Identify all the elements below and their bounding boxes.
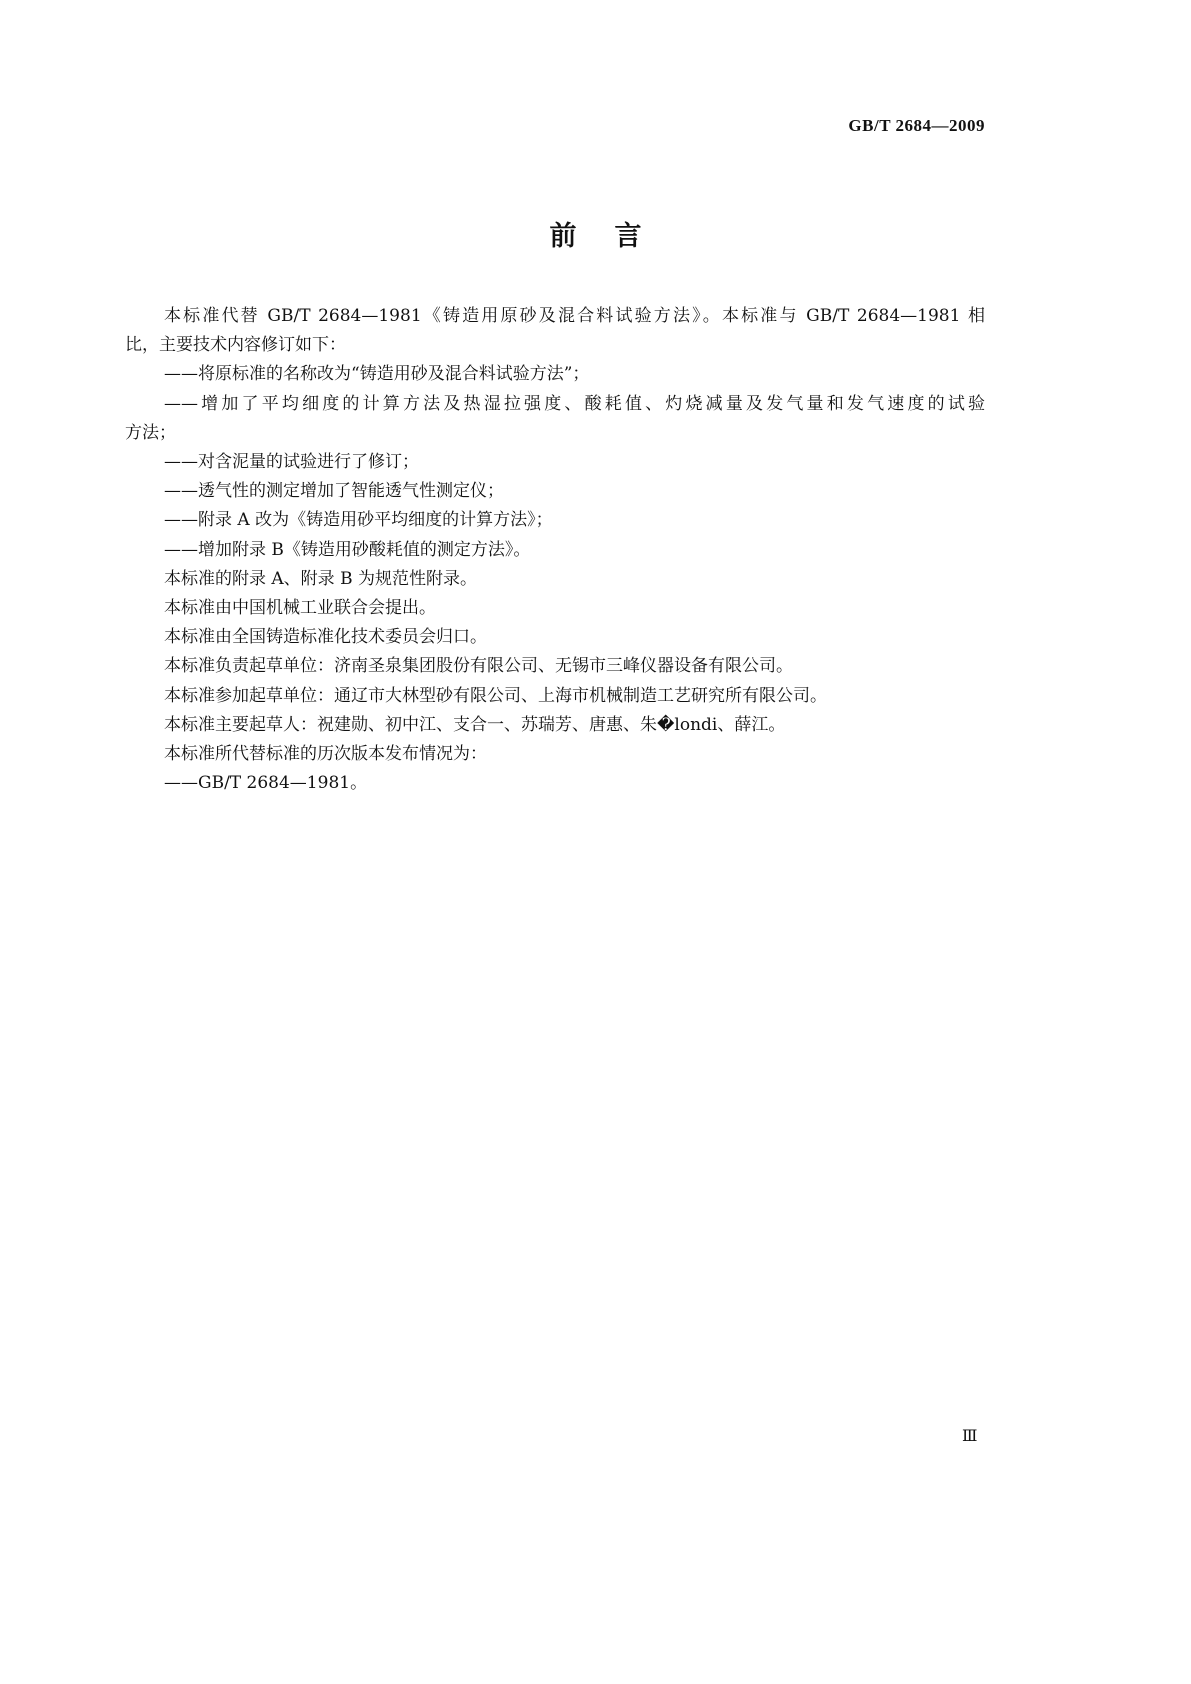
paragraph-line: 本标准主要起草人：祝建勋、初中江、支合一、苏瑞芳、唐惠、朱�londi、薛江。 [164,714,786,735]
paragraph [125,565,985,594]
paragraph-line: 本标准代替 GB/T 2684—1981《铸造用原砂及混合料试验方法》。本标准与 GB/T 2684—1981 相 [164,306,985,326]
paragraph [125,448,985,477]
paragraph-line: 比，主要技术内容修订如下： [125,335,346,356]
paragraph-line: 本标准所代替标准的历次版本发布情况为： [164,744,487,765]
paragraph [125,506,985,535]
paragraph [125,711,985,740]
page-number: Ⅲ [962,1428,978,1445]
paragraph [125,682,985,711]
paragraph-line: ——将原标准的名称改为“铸造用砂及混合料试验方法”； [164,364,590,385]
paragraph-line: 本标准参加起草单位：通辽市大林型砂有限公司、上海市机械制造工艺研究所有限公司。 [164,685,827,706]
paragraph-line: ——附录 A 改为《铸造用砂平均细度的计算方法》； [164,510,553,531]
paragraph [125,769,985,798]
paragraph-line: 本标准由全国铸造标准化技术委员会归口。 [164,627,487,648]
paragraph [125,477,985,506]
paragraph-line: ——GB/T 2684—1981。 [164,773,368,794]
page-title: 前言 [549,221,680,252]
paragraph [125,302,985,360]
paragraph [125,652,985,681]
paragraph-line: ——增加了平均细度的计算方法及热湿拉强度、酸耗值、灼烧减量及发气量和发气速度的试验 [164,393,985,414]
paragraph [125,740,985,769]
standard-number: GB/T 2684—2009 [848,116,985,135]
paragraph-line: ——对含泥量的试验进行了修订； [164,452,419,473]
paragraph-line: ——增加附录 B《铸造用砂酸耗值的测定方法》。 [164,539,531,560]
paragraph [125,390,985,448]
paragraph [125,623,985,652]
paragraph-line: 本标准负责起草单位：济南圣泉集团股份有限公司、无锡市三峰仪器设备有限公司。 [164,656,793,677]
document-body [125,302,985,798]
paragraph [125,360,985,389]
paragraph-line: ——透气性的测定增加了智能透气性测定仪； [164,481,504,502]
paragraph-line: 本标准的附录 A、附录 B 为规范性附录。 [164,568,477,589]
paragraph-line: 方法； [125,422,176,443]
paragraph [125,594,985,623]
paragraph-line: 本标准由中国机械工业联合会提出。 [164,598,436,619]
paragraph [125,536,985,565]
